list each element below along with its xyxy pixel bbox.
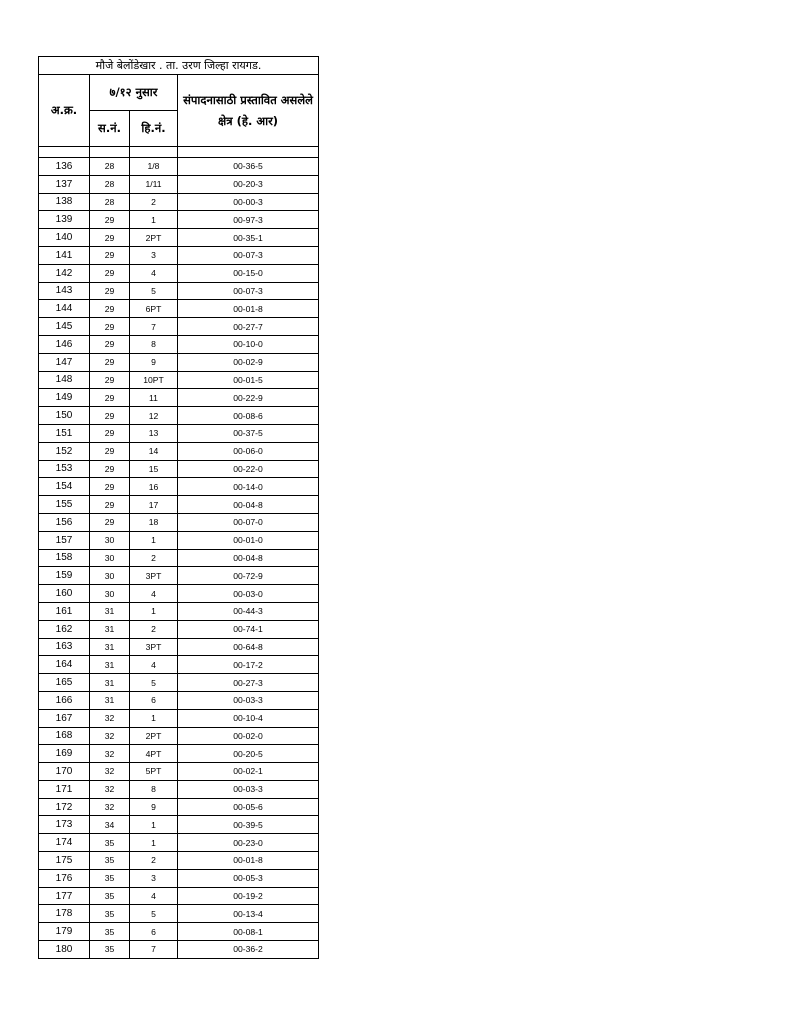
table-row — [39, 282, 319, 300]
header-712-group: ७/१२ नुसार — [90, 75, 178, 111]
serial-cell: 149 — [39, 389, 90, 407]
table-row — [39, 300, 319, 318]
table-row — [39, 353, 319, 371]
table-row — [39, 442, 319, 460]
area-cell: 00-97-3 — [178, 211, 319, 229]
table-row — [39, 567, 319, 585]
hissa-no-cell: 16 — [130, 478, 178, 496]
hissa-no-cell: 1 — [130, 211, 178, 229]
serial-cell: 171 — [39, 780, 90, 798]
table-row — [39, 496, 319, 514]
hissa-no-cell: 3PT — [130, 638, 178, 656]
hissa-no-cell: 8 — [130, 335, 178, 353]
area-cell: 00-27-3 — [178, 674, 319, 692]
hissa-no-cell: 2PT — [130, 229, 178, 247]
table-row — [39, 709, 319, 727]
hissa-no-cell: 7 — [130, 941, 178, 959]
survey-no-cell: 29 — [90, 211, 130, 229]
area-cell: 00-27-7 — [178, 318, 319, 336]
hissa-no-cell: 5 — [130, 674, 178, 692]
serial-cell: 142 — [39, 264, 90, 282]
survey-no-cell: 32 — [90, 763, 130, 781]
hissa-no-cell: 13 — [130, 424, 178, 442]
survey-no-cell: 28 — [90, 175, 130, 193]
table-row — [39, 513, 319, 531]
serial-cell: 158 — [39, 549, 90, 567]
area-cell: 00-07-3 — [178, 282, 319, 300]
hissa-no-cell: 2 — [130, 549, 178, 567]
survey-no-cell: 29 — [90, 389, 130, 407]
serial-cell: 180 — [39, 941, 90, 959]
hissa-no-cell: 4 — [130, 264, 178, 282]
village-title: मौजे बेलोंडेखार . ता. उरण जिल्हा रायगड. — [39, 57, 319, 75]
header-row-1 — [39, 75, 319, 111]
area-cell: 00-13-4 — [178, 905, 319, 923]
hissa-no-cell: 4 — [130, 585, 178, 603]
hissa-no-cell: 11 — [130, 389, 178, 407]
serial-cell: 167 — [39, 709, 90, 727]
hissa-no-cell: 4PT — [130, 745, 178, 763]
survey-no-cell: 29 — [90, 424, 130, 442]
hissa-no-cell: 1 — [130, 531, 178, 549]
survey-no-cell: 29 — [90, 407, 130, 425]
serial-cell: 150 — [39, 407, 90, 425]
table-row — [39, 905, 319, 923]
area-cell: 00-02-1 — [178, 763, 319, 781]
survey-no-cell: 35 — [90, 887, 130, 905]
hissa-no-cell: 2 — [130, 620, 178, 638]
survey-no-cell: 29 — [90, 246, 130, 264]
hissa-no-cell: 2PT — [130, 727, 178, 745]
area-cell: 00-01-8 — [178, 300, 319, 318]
area-cell: 00-20-5 — [178, 745, 319, 763]
table-row — [39, 407, 319, 425]
table-row — [39, 691, 319, 709]
header-spacer-row — [39, 147, 319, 158]
hissa-no-cell: 4 — [130, 887, 178, 905]
hissa-no-cell: 7 — [130, 318, 178, 336]
hissa-no-cell: 1/11 — [130, 175, 178, 193]
hissa-no-cell: 5PT — [130, 763, 178, 781]
survey-no-cell: 34 — [90, 816, 130, 834]
area-cell: 00-35-1 — [178, 229, 319, 247]
area-cell: 00-04-8 — [178, 496, 319, 514]
area-cell: 00-17-2 — [178, 656, 319, 674]
hissa-no-cell: 1/8 — [130, 158, 178, 176]
hissa-no-cell: 1 — [130, 709, 178, 727]
table-row — [39, 531, 319, 549]
table-row — [39, 638, 319, 656]
serial-cell: 155 — [39, 496, 90, 514]
survey-no-cell: 32 — [90, 709, 130, 727]
survey-no-cell: 29 — [90, 229, 130, 247]
table-row — [39, 264, 319, 282]
survey-no-cell: 30 — [90, 531, 130, 549]
village-title-row — [39, 57, 319, 75]
table-row — [39, 585, 319, 603]
serial-cell: 161 — [39, 602, 90, 620]
header-serial: अ.क्र. — [39, 75, 90, 147]
table-row — [39, 816, 319, 834]
serial-cell: 174 — [39, 834, 90, 852]
hissa-no-cell: 6PT — [130, 300, 178, 318]
table-body — [39, 158, 319, 959]
table-row — [39, 335, 319, 353]
serial-cell: 175 — [39, 852, 90, 870]
serial-cell: 152 — [39, 442, 90, 460]
survey-no-cell: 35 — [90, 852, 130, 870]
survey-no-cell: 32 — [90, 780, 130, 798]
serial-cell: 151 — [39, 424, 90, 442]
serial-cell: 164 — [39, 656, 90, 674]
area-cell: 00-20-3 — [178, 175, 319, 193]
header-hissa-no: हि.नं. — [130, 111, 178, 147]
table-row — [39, 620, 319, 638]
area-cell: 00-39-5 — [178, 816, 319, 834]
serial-cell: 178 — [39, 905, 90, 923]
area-cell: 00-04-8 — [178, 549, 319, 567]
area-cell: 00-07-0 — [178, 513, 319, 531]
survey-no-cell: 29 — [90, 300, 130, 318]
serial-cell: 159 — [39, 567, 90, 585]
area-cell: 00-07-3 — [178, 246, 319, 264]
hissa-no-cell: 12 — [130, 407, 178, 425]
survey-no-cell: 35 — [90, 869, 130, 887]
table-row — [39, 246, 319, 264]
survey-no-cell: 35 — [90, 923, 130, 941]
area-cell: 00-72-9 — [178, 567, 319, 585]
serial-cell: 177 — [39, 887, 90, 905]
spacer-cell — [130, 147, 178, 158]
hissa-no-cell: 15 — [130, 460, 178, 478]
survey-no-cell: 31 — [90, 691, 130, 709]
serial-cell: 145 — [39, 318, 90, 336]
table-row — [39, 763, 319, 781]
survey-no-cell: 29 — [90, 318, 130, 336]
survey-no-cell: 29 — [90, 478, 130, 496]
hissa-no-cell: 14 — [130, 442, 178, 460]
spacer-cell — [90, 147, 130, 158]
land-acquisition-table — [38, 56, 319, 959]
area-cell: 00-44-3 — [178, 602, 319, 620]
serial-cell: 140 — [39, 229, 90, 247]
table-row — [39, 941, 319, 959]
hissa-no-cell: 1 — [130, 602, 178, 620]
hissa-no-cell: 3 — [130, 246, 178, 264]
area-cell: 00-22-9 — [178, 389, 319, 407]
serial-cell: 137 — [39, 175, 90, 193]
survey-no-cell: 32 — [90, 798, 130, 816]
table-row — [39, 424, 319, 442]
area-cell: 00-03-3 — [178, 691, 319, 709]
serial-cell: 157 — [39, 531, 90, 549]
serial-cell: 156 — [39, 513, 90, 531]
table-row — [39, 193, 319, 211]
table-row — [39, 478, 319, 496]
serial-cell: 153 — [39, 460, 90, 478]
area-cell: 00-36-5 — [178, 158, 319, 176]
survey-no-cell: 30 — [90, 585, 130, 603]
survey-no-cell: 30 — [90, 567, 130, 585]
serial-cell: 154 — [39, 478, 90, 496]
area-cell: 00-02-9 — [178, 353, 319, 371]
hissa-no-cell: 6 — [130, 923, 178, 941]
serial-cell: 143 — [39, 282, 90, 300]
serial-cell: 179 — [39, 923, 90, 941]
area-cell: 00-37-5 — [178, 424, 319, 442]
area-cell: 00-10-0 — [178, 335, 319, 353]
area-cell: 00-06-0 — [178, 442, 319, 460]
table-row — [39, 318, 319, 336]
header-area: संपादनासाठी प्रस्तावित असलेले क्षेत्र (हे. आर) — [178, 75, 319, 147]
serial-cell: 144 — [39, 300, 90, 318]
serial-cell: 176 — [39, 869, 90, 887]
hissa-no-cell: 5 — [130, 282, 178, 300]
table-row — [39, 798, 319, 816]
hissa-no-cell: 1 — [130, 816, 178, 834]
table-row — [39, 656, 319, 674]
survey-no-cell: 31 — [90, 620, 130, 638]
table-row — [39, 229, 319, 247]
table-row — [39, 745, 319, 763]
area-cell: 00-08-1 — [178, 923, 319, 941]
area-cell: 00-01-0 — [178, 531, 319, 549]
survey-no-cell: 29 — [90, 335, 130, 353]
serial-cell: 163 — [39, 638, 90, 656]
serial-cell: 165 — [39, 674, 90, 692]
hissa-no-cell: 5 — [130, 905, 178, 923]
serial-cell: 141 — [39, 246, 90, 264]
survey-no-cell: 29 — [90, 371, 130, 389]
survey-no-cell: 29 — [90, 496, 130, 514]
area-cell: 00-05-6 — [178, 798, 319, 816]
serial-cell: 136 — [39, 158, 90, 176]
survey-no-cell: 29 — [90, 264, 130, 282]
land-acquisition-table-sheet — [38, 56, 318, 959]
hissa-no-cell: 3 — [130, 869, 178, 887]
table-row — [39, 869, 319, 887]
survey-no-cell: 32 — [90, 745, 130, 763]
area-cell: 00-08-6 — [178, 407, 319, 425]
survey-no-cell: 28 — [90, 158, 130, 176]
table-row — [39, 389, 319, 407]
table-row — [39, 834, 319, 852]
table-row — [39, 158, 319, 176]
hissa-no-cell: 9 — [130, 798, 178, 816]
survey-no-cell: 29 — [90, 442, 130, 460]
serial-cell: 139 — [39, 211, 90, 229]
survey-no-cell: 29 — [90, 513, 130, 531]
spacer-cell — [178, 147, 319, 158]
area-cell: 00-19-2 — [178, 887, 319, 905]
serial-cell: 147 — [39, 353, 90, 371]
table-row — [39, 211, 319, 229]
survey-no-cell: 31 — [90, 638, 130, 656]
hissa-no-cell: 6 — [130, 691, 178, 709]
table-row — [39, 371, 319, 389]
hissa-no-cell: 10PT — [130, 371, 178, 389]
serial-cell: 138 — [39, 193, 90, 211]
hissa-no-cell: 18 — [130, 513, 178, 531]
spacer-cell — [39, 147, 90, 158]
area-cell: 00-02-0 — [178, 727, 319, 745]
survey-no-cell: 31 — [90, 602, 130, 620]
table-row — [39, 780, 319, 798]
area-cell: 00-36-2 — [178, 941, 319, 959]
table-row — [39, 602, 319, 620]
survey-no-cell: 28 — [90, 193, 130, 211]
table-row — [39, 852, 319, 870]
area-cell: 00-64-8 — [178, 638, 319, 656]
hissa-no-cell: 2 — [130, 852, 178, 870]
survey-no-cell: 29 — [90, 460, 130, 478]
survey-no-cell: 31 — [90, 674, 130, 692]
area-cell: 00-14-0 — [178, 478, 319, 496]
survey-no-cell: 35 — [90, 905, 130, 923]
survey-no-cell: 35 — [90, 941, 130, 959]
survey-no-cell: 31 — [90, 656, 130, 674]
serial-cell: 162 — [39, 620, 90, 638]
serial-cell: 166 — [39, 691, 90, 709]
table-row — [39, 727, 319, 745]
area-cell: 00-00-3 — [178, 193, 319, 211]
serial-cell: 168 — [39, 727, 90, 745]
area-cell: 00-74-1 — [178, 620, 319, 638]
table-row — [39, 887, 319, 905]
area-cell: 00-03-3 — [178, 780, 319, 798]
serial-cell: 173 — [39, 816, 90, 834]
area-cell: 00-01-5 — [178, 371, 319, 389]
survey-no-cell: 30 — [90, 549, 130, 567]
area-cell: 00-23-0 — [178, 834, 319, 852]
area-cell: 00-15-0 — [178, 264, 319, 282]
serial-cell: 170 — [39, 763, 90, 781]
header-survey-no: स.नं. — [90, 111, 130, 147]
hissa-no-cell: 2 — [130, 193, 178, 211]
survey-no-cell: 29 — [90, 282, 130, 300]
area-cell: 00-01-8 — [178, 852, 319, 870]
survey-no-cell: 29 — [90, 353, 130, 371]
hissa-no-cell: 17 — [130, 496, 178, 514]
area-cell: 00-22-0 — [178, 460, 319, 478]
hissa-no-cell: 9 — [130, 353, 178, 371]
table-row — [39, 923, 319, 941]
hissa-no-cell: 8 — [130, 780, 178, 798]
table-row — [39, 674, 319, 692]
table-row — [39, 549, 319, 567]
hissa-no-cell: 3PT — [130, 567, 178, 585]
serial-cell: 146 — [39, 335, 90, 353]
serial-cell: 169 — [39, 745, 90, 763]
serial-cell: 160 — [39, 585, 90, 603]
serial-cell: 172 — [39, 798, 90, 816]
area-cell: 00-03-0 — [178, 585, 319, 603]
survey-no-cell: 35 — [90, 834, 130, 852]
area-cell: 00-10-4 — [178, 709, 319, 727]
hissa-no-cell: 4 — [130, 656, 178, 674]
area-cell: 00-05-3 — [178, 869, 319, 887]
table-row — [39, 175, 319, 193]
table-row — [39, 460, 319, 478]
survey-no-cell: 32 — [90, 727, 130, 745]
hissa-no-cell: 1 — [130, 834, 178, 852]
serial-cell: 148 — [39, 371, 90, 389]
